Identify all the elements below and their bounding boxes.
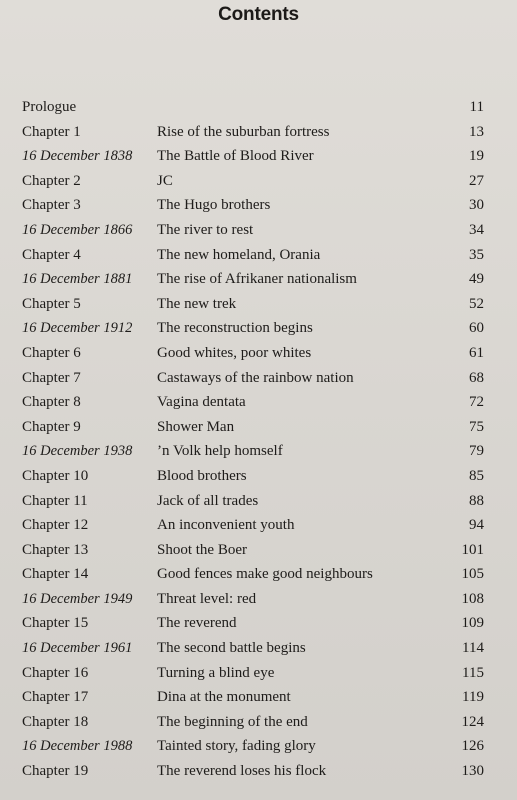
toc-page-number: 34 — [469, 221, 484, 238]
toc-chapter-label: Chapter 9 — [22, 418, 81, 435]
toc-chapter-label: Chapter 12 — [22, 517, 89, 534]
toc-entry-title: The reverend loses his flock — [157, 763, 327, 780]
toc-entry — [22, 292, 484, 317]
toc-entry — [22, 636, 484, 661]
toc-date-label: 16 December 1961 — [22, 640, 133, 657]
toc-entry-title: Shoot the Boer — [157, 541, 247, 558]
toc-chapter-label: Chapter 3 — [22, 197, 81, 214]
toc-entry — [22, 710, 484, 735]
toc-entry-title: Turning a blind eye — [157, 664, 275, 681]
toc-page-number: 126 — [461, 738, 484, 755]
toc-entry-title: The Battle of Blood River — [157, 148, 314, 165]
toc-entry — [22, 562, 484, 587]
toc-entry-title: The river to rest — [157, 221, 254, 238]
toc-entry-title: Dina at the monument — [157, 689, 291, 706]
toc-chapter-label: Chapter 7 — [22, 369, 81, 386]
toc-entry-title: Blood brothers — [157, 467, 247, 484]
toc-chapter-label: Chapter 5 — [22, 295, 81, 312]
toc-chapter-label: Chapter 18 — [22, 713, 89, 730]
toc-date-label: 16 December 1988 — [22, 738, 133, 755]
toc-date-label: 16 December 1838 — [22, 148, 133, 165]
toc-entry-title: The reconstruction begins — [157, 320, 313, 337]
toc-entry-title: Jack of all trades — [157, 492, 259, 509]
toc-entry-title: Shower Man — [157, 418, 235, 435]
toc-entry-title: ’n Volk help homself — [157, 443, 283, 460]
toc-chapter-label: Chapter 17 — [22, 689, 89, 706]
toc-chapter-label: Chapter 11 — [22, 492, 88, 509]
toc-chapter-label: Chapter 1 — [22, 123, 81, 140]
toc-entry-title: The Hugo brothers — [157, 197, 271, 214]
toc-entry-title: Vagina dentata — [157, 394, 246, 411]
toc-page-number: 72 — [469, 394, 484, 411]
toc-page-number: 79 — [469, 443, 484, 460]
toc-page-number: 27 — [469, 172, 484, 189]
toc-page-number: 19 — [469, 148, 484, 165]
toc-entry — [22, 120, 484, 145]
toc-entry-title: Castaways of the rainbow nation — [157, 369, 354, 386]
toc-entry — [22, 366, 484, 391]
toc-entry-title: Good fences make good neighbours — [157, 566, 373, 583]
toc-entry-title: The rise of Afrikaner nationalism — [157, 271, 357, 288]
toc-entry — [22, 341, 484, 366]
toc-entry-title: The new trek — [157, 295, 237, 312]
toc-entry-title: Rise of the suburban fortress — [157, 123, 330, 140]
toc-entry — [22, 611, 484, 636]
toc-entry — [22, 439, 484, 464]
toc-entry — [22, 734, 484, 759]
page-title: Contents — [218, 4, 299, 25]
toc-chapter-label: Chapter 14 — [22, 566, 89, 583]
toc-page-number: 105 — [461, 566, 484, 583]
toc-chapter-label: Chapter 19 — [22, 763, 89, 780]
toc-chapter-label: Chapter 6 — [22, 344, 81, 361]
toc-page-number: 115 — [462, 664, 484, 681]
toc-chapter-label: Chapter 13 — [22, 541, 89, 558]
toc-entry — [22, 267, 484, 292]
toc-page-number: 94 — [469, 517, 484, 534]
toc-date-label: 16 December 1866 — [22, 221, 133, 238]
toc-page-number: 130 — [461, 763, 484, 780]
toc-entry — [22, 464, 484, 489]
toc-chapter-label: Chapter 10 — [22, 467, 89, 484]
toc-chapter-label: Chapter 15 — [22, 615, 89, 632]
toc-entry-title: The new homeland, Orania — [157, 246, 321, 263]
toc-chapter-label: Chapter 8 — [22, 394, 81, 411]
toc-chapter-label: Chapter 2 — [22, 172, 81, 189]
toc-entry-title: Good whites, poor whites — [157, 344, 312, 361]
toc-date-label: 16 December 1912 — [22, 320, 133, 337]
toc-page-number: 13 — [469, 123, 484, 140]
toc-page-number: 88 — [469, 492, 484, 509]
toc-entry-title: The reverend — [157, 615, 237, 632]
toc-page-number: 75 — [469, 418, 484, 435]
toc-entry — [22, 489, 484, 514]
toc-page-number: 68 — [469, 369, 484, 386]
toc-entry — [22, 513, 484, 538]
toc-page-number: 35 — [469, 246, 484, 263]
toc-entry-title: An inconvenient youth — [157, 517, 295, 534]
toc-entry — [22, 538, 484, 563]
toc-page-number: 108 — [461, 590, 484, 607]
toc-page-number: 52 — [469, 295, 484, 312]
toc-chapter-label: Chapter 16 — [22, 664, 89, 681]
toc-page-number: 124 — [461, 713, 484, 730]
toc-entry — [22, 95, 484, 120]
toc-entry — [22, 316, 484, 341]
toc-page-number: 85 — [469, 467, 484, 484]
toc-date-label: 16 December 1881 — [22, 271, 133, 288]
toc-entry — [22, 685, 484, 710]
toc-entry — [22, 218, 484, 243]
toc-entry — [22, 587, 484, 612]
toc-chapter-label: Chapter 4 — [22, 246, 81, 263]
toc-entry — [22, 759, 484, 784]
toc-page-number: 11 — [469, 99, 484, 115]
toc-entry — [22, 144, 484, 169]
toc-page-number: 114 — [462, 640, 484, 657]
toc-date-label: 16 December 1949 — [22, 590, 133, 607]
toc-page-number: 61 — [469, 344, 484, 361]
toc-page-number: 30 — [469, 197, 484, 214]
table-of-contents — [22, 95, 484, 784]
toc-entry — [22, 415, 484, 440]
toc-entry — [22, 661, 484, 686]
toc-chapter-label: Prologue — [22, 99, 77, 115]
toc-entry-title: The beginning of the end — [157, 713, 308, 730]
toc-page-number: 119 — [462, 689, 484, 706]
toc-entry — [22, 243, 484, 268]
toc-page-number: 101 — [461, 541, 484, 558]
toc-date-label: 16 December 1938 — [22, 443, 133, 460]
toc-entry-title: The second battle begins — [157, 640, 306, 657]
toc-entry — [22, 193, 484, 218]
toc-entry — [22, 390, 484, 415]
toc-page-number: 60 — [469, 320, 484, 337]
toc-entry-title: Tainted story, fading glory — [157, 738, 316, 755]
toc-page-number: 109 — [461, 615, 484, 632]
toc-entry-title: Threat level: red — [157, 590, 257, 607]
toc-entry — [22, 169, 484, 194]
toc-entry-title: JC — [157, 172, 173, 189]
toc-page-number: 49 — [469, 271, 484, 288]
